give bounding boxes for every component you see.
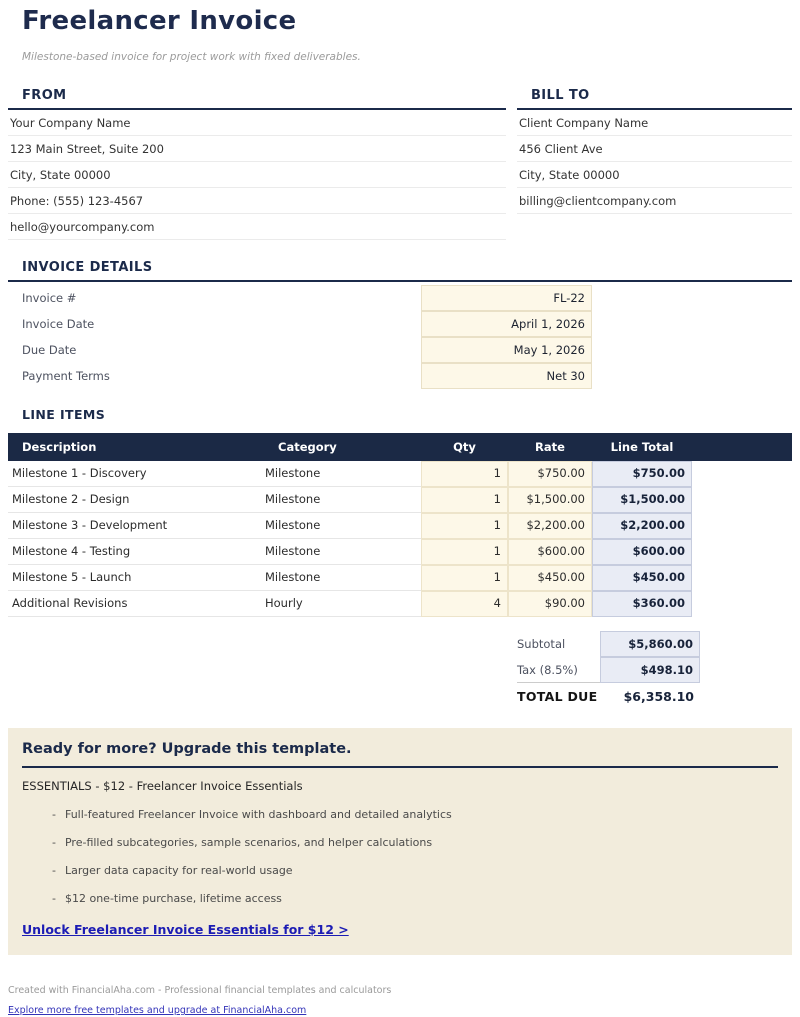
tax-row (8, 657, 792, 683)
item-description: Additional Revisions (8, 591, 258, 617)
item-description: Milestone 4 - Testing (8, 539, 258, 565)
from-section (8, 88, 506, 240)
item-category: Milestone (258, 461, 421, 487)
detail-row-due-date (8, 337, 792, 363)
item-rate-cell[interactable]: $750.00 (508, 461, 592, 487)
tax-label: Tax (8.5%) (517, 662, 578, 677)
invoice-date-label: Invoice Date (22, 317, 95, 331)
total-due-value: $6,358.10 (623, 688, 694, 704)
table-row (8, 461, 792, 487)
page-footer (8, 985, 792, 1017)
item-category: Milestone (258, 487, 421, 513)
bullet-text: Larger data capacity for real-world usage (64, 864, 293, 877)
item-line-total-cell: $450.00 (592, 565, 692, 591)
item-category: Milestone (258, 513, 421, 539)
tax-value-cell: $498.10 (600, 657, 700, 683)
from-heading: FROM (8, 88, 506, 110)
invoice-details-section (8, 260, 792, 389)
row-spacer (692, 539, 792, 565)
item-rate-cell[interactable]: $1,500.00 (508, 487, 592, 513)
upgrade-heading: Ready for more? Upgrade this template. (22, 741, 778, 768)
row-spacer (692, 487, 792, 513)
payment-terms-label: Payment Terms (22, 369, 110, 383)
detail-row-invoice-date (8, 311, 792, 337)
column-header-rate: Rate (535, 440, 565, 454)
item-rate-cell[interactable]: $90.00 (508, 591, 592, 617)
invoice-details-heading: INVOICE DETAILS (8, 260, 792, 282)
table-row (8, 513, 792, 539)
bullet-text: $12 one-time purchase, lifetime access (64, 892, 282, 905)
row-spacer (692, 461, 792, 487)
item-category: Milestone (258, 565, 421, 591)
table-row (8, 539, 792, 565)
bullet-dash: - (52, 836, 56, 849)
bullet-text: Full-featured Freelancer Invoice with dashboard and detailed analytics (64, 808, 452, 821)
subtotal-label: Subtotal (517, 637, 566, 651)
upgrade-bullet (52, 892, 778, 905)
upgrade-product-line: ESSENTIALS - $12 - Freelancer Invoice Essentials (22, 779, 303, 793)
page-title: Freelancer Invoice (22, 6, 297, 36)
bullet-dash: - (52, 892, 56, 905)
item-rate-cell[interactable]: $600.00 (508, 539, 592, 565)
from-company: Your Company Name (8, 110, 506, 136)
item-category: Milestone (258, 539, 421, 565)
row-spacer (692, 591, 792, 617)
row-spacer (692, 565, 792, 591)
item-rate-cell[interactable]: $450.00 (508, 565, 592, 591)
upgrade-banner (8, 728, 792, 955)
column-header-description: Description (22, 440, 97, 454)
detail-row-payment-terms (8, 363, 792, 389)
from-street: 123 Main Street, Suite 200 (8, 136, 506, 162)
from-email: hello@yourcompany.com (8, 214, 506, 240)
line-items-table (8, 433, 792, 617)
item-line-total-cell: $360.00 (592, 591, 692, 617)
item-description: Milestone 3 - Development (8, 513, 258, 539)
item-line-total-cell: $1,500.00 (592, 487, 692, 513)
unlock-essentials-link[interactable]: Unlock Freelancer Invoice Essentials for $12 > (22, 922, 349, 937)
table-row (8, 565, 792, 591)
item-line-total-cell: $2,200.00 (592, 513, 692, 539)
row-spacer (692, 513, 792, 539)
bill-to-section (517, 88, 792, 240)
table-header-row (8, 433, 792, 461)
item-line-total-cell: $750.00 (592, 461, 692, 487)
upgrade-bullet (52, 836, 778, 849)
parties-section (8, 88, 792, 240)
bill-to-email: billing@clientcompany.com (517, 188, 792, 214)
subtotal-row (8, 631, 792, 657)
item-description: Milestone 2 - Design (8, 487, 258, 513)
bill-to-city: City, State 00000 (517, 162, 792, 188)
invoice-number-field[interactable]: FL-22 (421, 285, 592, 311)
item-qty-cell[interactable]: 1 (421, 461, 508, 487)
column-header-qty: Qty (453, 440, 476, 454)
invoice-number-label: Invoice # (22, 291, 77, 305)
item-qty-cell[interactable]: 1 (421, 513, 508, 539)
bullet-text: Pre-filled subcategories, sample scenarios, and helper calculations (64, 836, 433, 849)
item-qty-cell[interactable]: 4 (421, 591, 508, 617)
page-subtitle: Milestone-based invoice for project work with fixed deliverables. (22, 51, 361, 63)
bill-to-street: 456 Client Ave (517, 136, 792, 162)
item-category: Hourly (258, 591, 421, 617)
line-items-section (8, 407, 792, 617)
column-header-line-total: Line Total (610, 440, 674, 454)
total-due-row (8, 683, 792, 709)
item-description: Milestone 5 - Launch (8, 565, 258, 591)
from-phone: Phone: (555) 123-4567 (8, 188, 506, 214)
item-qty-cell[interactable]: 1 (421, 539, 508, 565)
upgrade-bullet (52, 808, 778, 821)
footer-explore-link[interactable]: Explore more free templates and upgrade at FinancialAha.com (8, 1005, 307, 1016)
invoice-date-field[interactable]: April 1, 2026 (421, 311, 592, 337)
table-row (8, 487, 792, 513)
bullet-dash: - (52, 808, 56, 821)
payment-terms-field[interactable]: Net 30 (421, 363, 592, 389)
bill-to-company: Client Company Name (517, 110, 792, 136)
total-due-label: TOTAL DUE (517, 688, 598, 704)
detail-row-invoice-number (8, 285, 792, 311)
table-row (8, 591, 792, 617)
item-description: Milestone 1 - Discovery (8, 461, 258, 487)
item-qty-cell[interactable]: 1 (421, 487, 508, 513)
item-qty-cell[interactable]: 1 (421, 565, 508, 591)
due-date-label: Due Date (22, 343, 77, 357)
subtotal-value-cell: $5,860.00 (600, 631, 700, 657)
bill-to-heading: BILL TO (517, 88, 792, 110)
column-header-category: Category (278, 440, 337, 454)
item-line-total-cell: $600.00 (592, 539, 692, 565)
totals-section (8, 631, 792, 709)
item-rate-cell[interactable]: $2,200.00 (508, 513, 592, 539)
due-date-field[interactable]: May 1, 2026 (421, 337, 592, 363)
line-items-heading: LINE ITEMS (22, 407, 106, 422)
from-city: City, State 00000 (8, 162, 506, 188)
footer-credit-text: Created with FinancialAha.com - Professional financial templates and calculators (8, 985, 392, 996)
upgrade-bullet (52, 864, 778, 877)
bullet-dash: - (52, 864, 56, 877)
